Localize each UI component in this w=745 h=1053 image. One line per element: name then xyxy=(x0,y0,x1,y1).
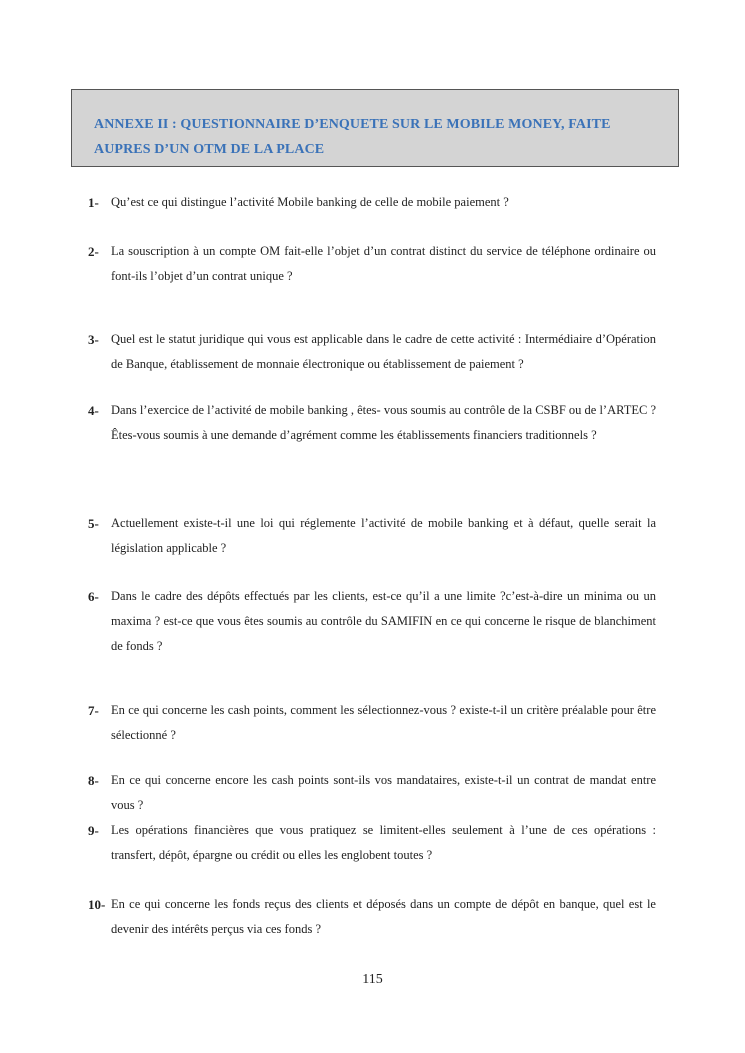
question-number: 7- xyxy=(88,703,99,718)
question-number: 5- xyxy=(88,516,99,531)
question-number: 4- xyxy=(88,403,99,418)
question-3 xyxy=(88,327,656,377)
question-10 xyxy=(88,892,656,942)
question-1 xyxy=(88,190,656,215)
question-text: Dans l’exercice de l’activité de mobile banking , êtes- vous soumis au contrôle de la CSBF ou de l’ARTEC ? Êtes-vous soumis à une demande d’agrément comme les établissements financiers traditionnels ? xyxy=(111,403,656,442)
question-2 xyxy=(88,239,656,289)
question-text: Qu’est ce qui distingue l’activité Mobile banking de celle de mobile paiement ? xyxy=(111,195,509,209)
question-number: 2- xyxy=(88,244,99,259)
question-number: 3- xyxy=(88,332,99,347)
question-6 xyxy=(88,584,656,659)
question-7 xyxy=(88,698,656,748)
question-text: La souscription à un compte OM fait-elle l’objet d’un contrat distinct du service de téléphone ordinaire ou font-ils l’objet d’un contrat unique ? xyxy=(111,244,656,283)
question-text: En ce qui concerne encore les cash points sont-ils vos mandataires, existe-t-il un contrat de mandat entre vous ? xyxy=(111,773,656,812)
question-number: 9- xyxy=(88,823,99,838)
question-text: En ce qui concerne les cash points, comment les sélectionnez-vous ? existe-t-il un critère préalable pour être sélectionné ? xyxy=(111,703,656,742)
annex-title: ANNEXE II : QUESTIONNAIRE D’ENQUETE SUR LE MOBILE MONEY, FAITE AUPRES D’UN OTM DE LA PLACE xyxy=(94,117,611,157)
question-text: Quel est le statut juridique qui vous est applicable dans le cadre de cette activité : Intermédiaire d’Opération de Banque, établissement de monnaie électronique ou établissement de paiement ? xyxy=(111,332,656,371)
question-4 xyxy=(88,398,656,448)
question-8 xyxy=(88,768,656,818)
question-number: 10- xyxy=(88,897,106,912)
question-number: 6- xyxy=(88,589,99,604)
question-text: Les opérations financières que vous pratiquez se limitent-elles seulement à l’une de ces opérations : transfert, dépôt, épargne ou crédit ou elles les englobent toutes ? xyxy=(111,823,656,862)
question-number: 8- xyxy=(88,773,99,788)
question-5 xyxy=(88,511,656,561)
page-number: 115 xyxy=(362,972,383,987)
question-text: En ce qui concerne les fonds reçus des clients et déposés dans un compte de dépôt en banque, quel est le devenir des intérêts perçus via ces fonds ? xyxy=(111,897,656,936)
question-number: 1- xyxy=(88,195,99,210)
annex-header-box xyxy=(71,89,679,167)
question-text: Actuellement existe-t-il une loi qui réglemente l’activité de mobile banking et à défaut, quelle serait la législation applicable ? xyxy=(111,516,656,555)
question-9 xyxy=(88,818,656,868)
question-text: Dans le cadre des dépôts effectués par les clients, est-ce qu’il a une limite ?c’est-à-dire un minima ou un maxima ? est-ce que vous êtes soumis au contrôle du SAMIFIN en ce qui concerne le risque de blanchiment de fonds ? xyxy=(111,589,656,653)
